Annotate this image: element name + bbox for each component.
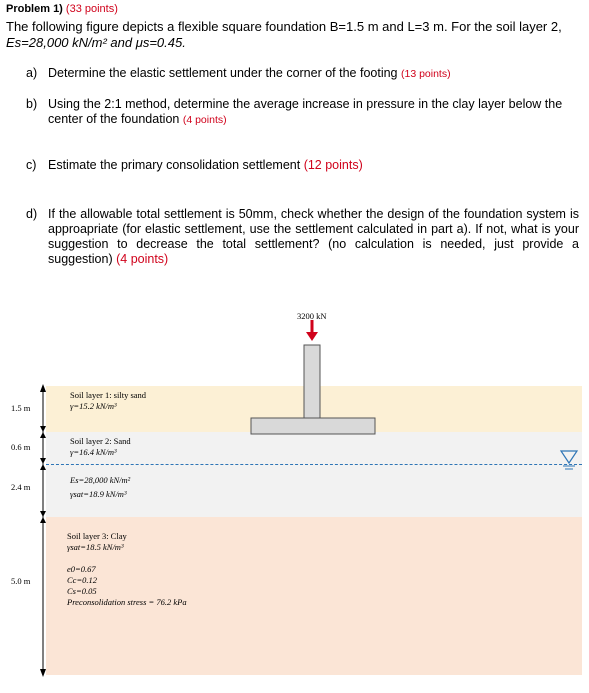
layer2-labels-top [70,436,131,458]
layer1-gamma: γ=15.2 kN/m³ [70,401,117,411]
question-b-text-line2: center of the foundation [48,112,180,126]
dim-arrow-bottom [40,669,46,677]
layer3-labels-bottom [67,564,187,608]
layer1-labels [70,390,146,412]
layer3-e0: e0=0.67 [67,564,96,574]
layer3-gamma-sat: γsat=18.5 kN/m³ [67,542,124,552]
layer3-cs: Cs=0.05 [67,586,97,596]
layer3-cc: Cc=0.12 [67,575,98,585]
layer3-labels-top [67,531,127,553]
dim-arrow-2a [40,458,46,464]
dim-arrow-3a [40,511,46,517]
dim-label-1: 1.5 m [11,403,31,413]
question-c-text: Estimate the primary consolidation settlement [48,158,301,172]
question-a: a) Determine the elastic settlement under the corner of the footing (13 points) [26,66,451,80]
question-c: c) Estimate the primary consolidation settlement (12 points) [26,158,363,172]
layer2-es: Es=28,000 kN/m² [70,475,131,485]
question-b: b) Using the 2:1 method, determine the average increase in pressure in the clay layer below the center of the foundation (4 points) [26,97,581,129]
soil-profile-figure [0,300,589,693]
question-c-points: (12 points) [303,158,363,172]
problem-title: Problem 1) (33 points) [6,3,118,15]
question-b-points: (4 points) [182,114,227,126]
water-table-symbol [561,451,577,463]
layer3-name: Soil layer 3: Clay [67,531,127,541]
footing-base [251,418,375,434]
dim-label-4: 5.0 m [11,576,31,586]
load-arrow-head [306,332,318,341]
dim-arrow-2b [40,464,46,470]
layer1-name: Soil layer 1: silty sand [70,390,147,400]
problem-intro [6,19,584,51]
question-d-text: If the allowable total settlement is 50mm, check whether the design of the foundation system is approapriate (for elastic settlement, use the settlement calculated in part a). If not, what is your suggestion to decrease the total settlement? (no calculation is needed, just provide a suggestion) [48,207,579,266]
question-a-points: (13 points) [400,68,451,80]
dim-arrow-3b [40,517,46,523]
question-a-text: Determine the elastic settlement under the corner of the footing [48,66,398,80]
layer3-preconsolidation: Preconsolidation stress = 76.2 kPa [67,597,187,607]
dim-label-2: 0.6 m [11,442,31,452]
layer2-labels-bottom [70,475,130,500]
dim-arrow-1b [40,432,46,438]
dim-label-3: 2.4 m [11,482,31,492]
problem-points: (33 points) [65,3,118,15]
dim-arrow-top [40,384,46,392]
question-b-text-line1: Using the 2:1 method, determine the average increase in pressure in the clay layer below the [48,97,563,111]
intro-line-2: Es=28,000 kN/m² and μs=0.45. [6,35,186,50]
footing-column [304,345,320,418]
dim-arrow-1a [40,426,46,432]
layer2-gamma: γ=16.4 kN/m³ [70,447,117,457]
question-d-points: (4 points) [116,252,169,266]
layer2-gamma-sat: γsat=18.9 kN/m³ [70,489,127,499]
intro-line-1: The following figure depicts a flexible square foundation B=1.5 m and L=3 m. For the soil layer 2, [6,19,562,34]
load-label: 3200 kN [297,311,327,321]
question-d: d) If the allowable total settlement is 50mm, check whether the design of the foundation system is approapriate (for elastic settlement, use the settlement calculated in part a). If not, what is your suggestion to decrease the total settlement? (no calculation is needed, just provide a suggestion) (4 points) [26,207,579,266]
layer2-name: Soil layer 2: Sand [70,436,131,446]
